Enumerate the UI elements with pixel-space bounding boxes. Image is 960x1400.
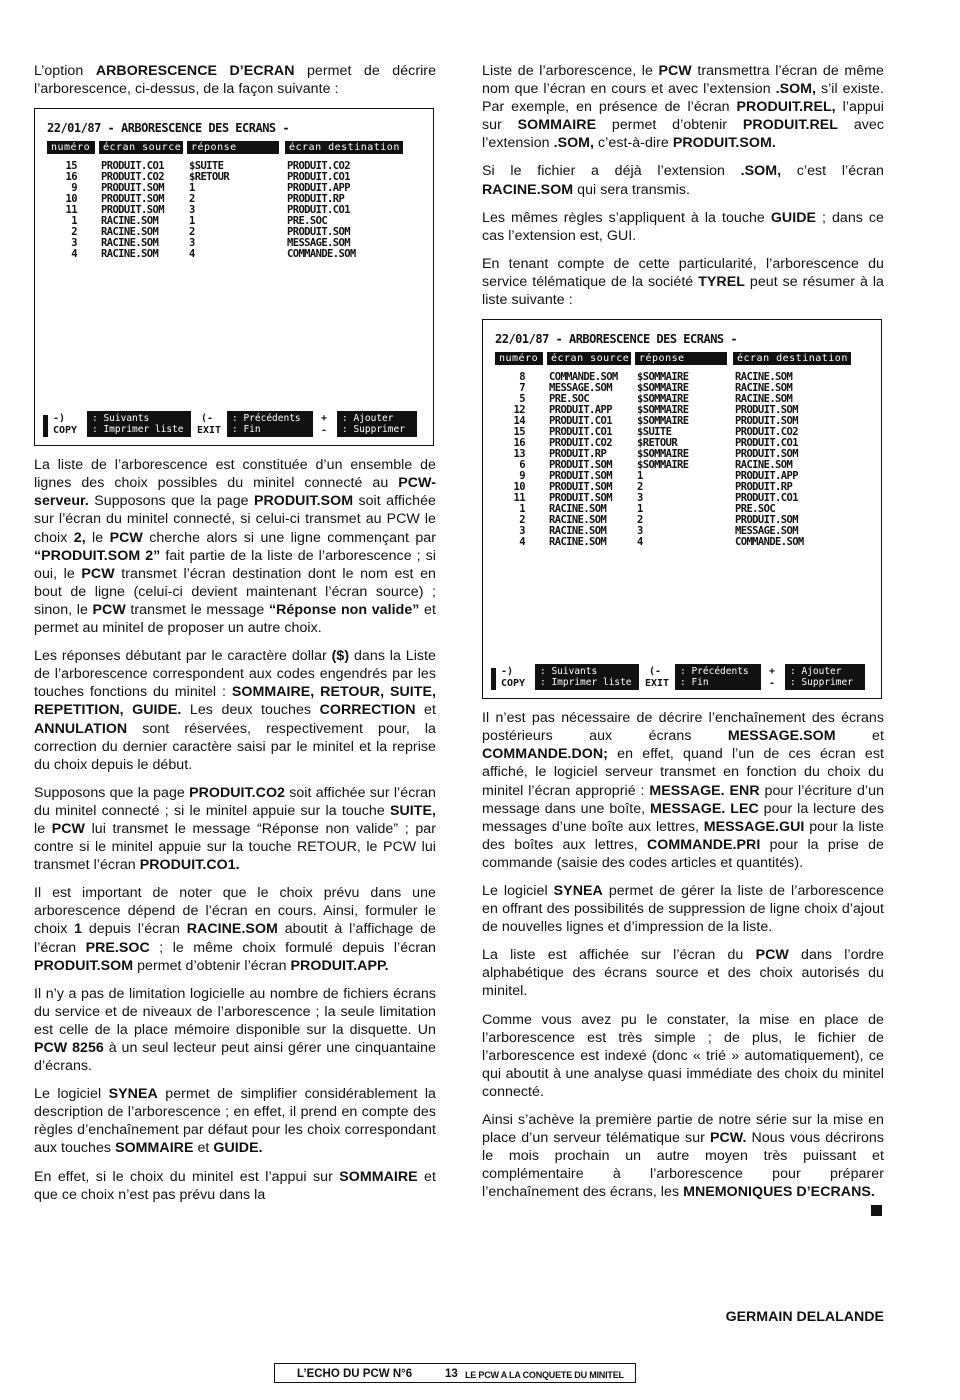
row-response: $SOMMAIRE [637, 393, 689, 406]
bold-term: PRE.SOC [85, 939, 150, 956]
bold-term: COMMANDE.PRI [647, 836, 761, 853]
row-response: $SOMMAIRE [637, 448, 689, 461]
row-number: 14 [513, 415, 525, 428]
bold-term: TYREL [698, 273, 745, 290]
exit-arrow: (- [201, 413, 214, 425]
column-header-bar [495, 352, 869, 366]
row-source-screen: COMMANDE.SOM [549, 371, 618, 384]
row-response: 1 [189, 215, 195, 228]
bold-term: SYNEA [108, 1086, 158, 1103]
row-source-screen: RACINE.SOM [101, 226, 159, 239]
row-response: $SOMMAIRE [637, 382, 689, 395]
minus-key: - [321, 425, 328, 437]
row-response: 1 [637, 470, 643, 483]
screenshot-arborescence-2 [482, 319, 882, 699]
bold-term: “PRODUIT.SOM 2” [34, 547, 161, 564]
row-number: 1 [519, 503, 525, 516]
row-destination-screen: RACINE.SOM [735, 371, 793, 384]
exit-label: EXIT [197, 425, 222, 437]
row-source-screen: PRODUIT.CO1 [549, 415, 612, 428]
page-footer [274, 1363, 636, 1383]
bold-term: 2, [73, 529, 86, 546]
bold-term: PRODUIT.SOM [34, 957, 134, 974]
row-source-screen: PRODUIT.CO1 [549, 426, 612, 439]
page-number: 13 [445, 1368, 458, 1380]
header-ecran-source: écran source [99, 141, 183, 154]
paragraph: Il est important de noter que le choix prévu dans une arborescence dépend de l’écran en cours. Ainsi, formuler le choix 1 depuis l’écran RACINE.SOM aboutit à l’affichage de l’écran PRE.SOC ; le même choix formulé depuis l’écran PRODUIT.SOM permet d’obtenir l’écran PRODUIT.APP. [34, 885, 436, 974]
plus-key: + [769, 666, 776, 678]
end-mark-icon [871, 1205, 882, 1216]
bold-term: MNEMONIQUES D’ECRANS. [683, 1184, 875, 1201]
row-number: 9 [519, 470, 525, 483]
row-number: 16 [65, 171, 77, 184]
row-source-screen: PRODUIT.CO1 [101, 160, 164, 173]
row-source-screen: RACINE.SOM [549, 514, 607, 527]
row-number: 12 [513, 404, 525, 417]
row-response: 1 [189, 182, 195, 195]
row-source-screen: RACINE.SOM [101, 215, 159, 228]
function-key-bar [41, 411, 427, 439]
row-number: 4 [71, 248, 77, 261]
row-destination-screen: PRODUIT.APP [735, 470, 798, 483]
table-row [47, 249, 421, 260]
row-number: 6 [519, 459, 525, 472]
row-destination-screen: PRODUIT.CO2 [735, 426, 798, 439]
row-destination-screen: RACINE.SOM [735, 382, 793, 395]
row-response: 4 [637, 536, 643, 549]
row-number: 3 [71, 237, 77, 250]
row-number: 5 [519, 393, 525, 406]
header-numero: numéro [47, 141, 95, 154]
bold-term: SOMMAIRE [517, 117, 597, 134]
row-source-screen: RACINE.SOM [549, 525, 607, 538]
paragraph: Liste de l’arborescence, le PCW transmettra l’écran de même nom que l’écran en cours et avec l’extension .SOM, s’il existe. Par exemple, en présence de l’écran PRODUIT.REL, l’appui sur SOMMAIRE permet d’obtenir PRODUIT.REL avec l’extension .SOM, c’est-à-dire PRODUIT.SOM. [482, 63, 884, 152]
paragraph: Les mêmes règles s’appliquent à la touche GUIDE ; dans ce cas l’extension est, GUI. [482, 209, 884, 244]
row-source-screen: RACINE.SOM [101, 248, 159, 261]
paragraph: La liste de l’arborescence est constituée d’un ensemble de lignes des choix possibles du minitel connecté au PCW-serveur. Supposons que la page PRODUIT.SOM soit affichée sur l’écran du minitel connecté, si celui-ci transmet au PCW le choix 2, le PCW cherche alors si une ligne commençant par “PRODUIT.SOM 2” fait partie de la liste de l’arborescence ; si oui, le PCW transmet l’écran destination dont le nom est en bout de ligne (celui-ci devient maintenant l’écran source) ; sinon, le PCW transmet le message “Réponse non valide” et permet au minitel de proposer un autre choix. [34, 457, 437, 637]
row-destination-screen: COMMANDE.SOM [735, 536, 804, 549]
paragraph: La liste est affichée sur l’écran du PCW dans l’ordre alphabétique des écrans source et des choix autorisés du minitel. [482, 947, 884, 1000]
bold-term: COMMANDE.DON; [482, 746, 608, 763]
row-source-screen: PRODUIT.APP [549, 404, 612, 417]
bold-term: PCW [658, 63, 692, 79]
author-signature: GERMAIN DELALANDE [725, 1309, 884, 1325]
bold-term: ARBORESCENCE D’ECRAN [95, 63, 295, 79]
header-reponse: réponse [635, 352, 727, 365]
row-response: 4 [189, 248, 195, 261]
row-destination-screen: PRODUIT.SOM [735, 448, 798, 461]
row-source-screen: RACINE.SOM [549, 503, 607, 516]
row-source-screen: PRODUIT.SOM [101, 204, 164, 217]
paragraph: Il n’est pas nécessaire de décrire l’enchaînement des écrans postérieurs aux écrans MESSAGE.SOM et COMMANDE.DON; en effet, quand l’un de ces écran est affiché, le logiciel serveur transmet en fonction du choix du minitel l’écran approprié : MESSAGE. ENR pour l’écriture d’un message dans une boîte, MESSAGE. LEC pour la lecture des messages d’une boîte aux lettres, MESSAGE.GUI pour la liste des boîtes aux lettres, COMMANDE.PRI pour la prise de commande (saisie des codes articles et quantités). [482, 710, 885, 871]
header-reponse: réponse [187, 141, 279, 154]
bold-term: SOMMAIRE [339, 1168, 418, 1185]
bold-term: PCW [81, 565, 115, 582]
row-source-screen: PRODUIT.SOM [549, 459, 612, 472]
row-source-screen: PRODUIT.SOM [549, 470, 612, 483]
bold-term: MESSAGE. ENR [649, 782, 760, 799]
bold-term: GUIDE [770, 209, 817, 226]
row-destination-screen: COMMANDE.SOM [287, 248, 356, 261]
row-response: $SOMMAIRE [637, 404, 689, 417]
row-destination-screen: PRODUIT.SOM [287, 226, 350, 239]
minus-key: - [769, 678, 776, 690]
bold-term: SUITE, [389, 802, 436, 819]
row-destination-screen: PRODUIT.SOM [735, 415, 798, 428]
row-response: 2 [637, 481, 643, 494]
section-title: LE PCW A LA CONQUETE DU MINITEL [465, 1370, 624, 1380]
row-number: 11 [65, 204, 77, 217]
paragraph: L’option ARBORESCENCE D’ECRAN permet de décrire l’arborescence, ci-dessus, de la façon suivante : [34, 63, 437, 98]
row-number: 13 [513, 448, 525, 461]
bold-term: SOMMAIRE [115, 1140, 194, 1157]
cursor-block [491, 668, 496, 690]
row-number: 10 [513, 481, 525, 494]
row-source-screen: PRODUIT.SOM [549, 481, 612, 494]
row-destination-screen: PRODUIT.CO1 [735, 437, 798, 450]
paragraph-final: Ainsi s’achève la première partie de notre série sur la mise en place d’un serveur télématique sur PCW. Nous vous décrirons le mois prochain un autre moyen très puissant et complémentaire à l’arborescence pour préparer l’enchaînement des écrans, les MNEMONIQUES D’ECRANS. [482, 1111, 884, 1201]
row-list [495, 372, 869, 548]
row-destination-screen: PRODUIT.SOM [735, 514, 798, 527]
row-destination-screen: MESSAGE.SOM [287, 237, 350, 250]
bold-term: ($) [331, 648, 350, 665]
row-number: 4 [519, 536, 525, 549]
magazine-name: L’ECHO DU PCW N°6 [297, 1368, 413, 1380]
precedents-box: : Précédents : Fin [675, 664, 761, 690]
row-destination-screen: PRODUIT.CO1 [287, 204, 350, 217]
cursor-block [43, 415, 48, 437]
bold-term: .SOM, [775, 81, 817, 98]
row-source-screen: PRODUIT.CO2 [101, 171, 164, 184]
exit-arrow: (- [649, 666, 662, 678]
row-destination-screen: PRODUIT.SOM [735, 404, 798, 417]
bold-term: PRODUIT.CO2 [189, 784, 285, 801]
ajouter-box: : Ajouter : Supprimer [785, 664, 865, 690]
paragraph: Le logiciel SYNEA permet de simplifier considérablement la description de l’arborescence ; en effet, il prend en compte des règles d’enchaînement par défaut pour les choix correspondant aux touches SOMMAIRE et GUIDE. [34, 1086, 437, 1157]
bold-term: PRODUIT.CO1. [139, 857, 240, 874]
screen-title: 22/01/87 - ARBORESCENCE DES ECRANS - [495, 332, 738, 347]
table-row [495, 537, 869, 548]
row-destination-screen: PRE.SOC [735, 503, 776, 516]
bold-term: .SOM, [740, 163, 782, 180]
row-number: 2 [71, 226, 77, 239]
copy-arrow: -) [53, 413, 66, 425]
row-destination-screen: PRODUIT.RP [735, 481, 793, 494]
row-number: 10 [65, 193, 77, 206]
row-source-screen: PRODUIT.CO2 [549, 437, 612, 450]
bold-term: PRODUIT.REL [742, 117, 839, 134]
copy-label: COPY [53, 425, 78, 437]
row-destination-screen: MESSAGE.SOM [735, 525, 798, 538]
row-number: 2 [519, 514, 525, 527]
header-ecran-destination: écran destination [285, 141, 403, 154]
row-number: 15 [513, 426, 525, 439]
bold-term: PCW [51, 820, 85, 837]
row-response: $SOMMAIRE [637, 415, 689, 428]
row-destination-screen: RACINE.SOM [735, 459, 793, 472]
column-header-bar [47, 141, 421, 155]
bold-term: GUIDE. [213, 1140, 263, 1157]
plus-key: + [321, 413, 328, 425]
bold-term: RACINE.SOM [186, 921, 278, 938]
suivants-box: : Suivants : Imprimer liste [535, 664, 639, 690]
bold-term: PCW-serveur. [34, 475, 436, 510]
bold-term: PCW [109, 529, 143, 546]
row-response: 2 [637, 514, 643, 527]
header-numero: numéro [495, 352, 543, 365]
function-key-bar [489, 664, 875, 692]
row-source-screen: RACINE.SOM [549, 536, 607, 549]
row-response: $SUITE [189, 160, 224, 173]
row-source-screen: PRODUIT.SOM [101, 182, 164, 195]
bold-term: .SOM, [553, 135, 595, 152]
row-number: 16 [513, 437, 525, 450]
row-number: 1 [71, 215, 77, 228]
bold-term: SYNEA [553, 882, 603, 899]
bold-term: PRODUIT.SOM. [672, 135, 776, 152]
paragraph: Il n’y a pas de limitation logicielle au nombre de fichiers écrans du service et de niveaux de l’arborescence ; la seule limitation est celle de la place mémoire disponible sur la disquette. Un PCW 8256 à un seul lecteur peut ainsi gérer une cinquantaine d’écrans. [34, 985, 436, 1075]
row-number: 3 [519, 525, 525, 538]
bold-term: MESSAGE.GUI [703, 818, 805, 835]
row-number: 8 [519, 371, 525, 384]
row-destination-screen: PRODUIT.CO1 [287, 171, 350, 184]
paragraph: En tenant compte de cette particularité, l’arborescence du service télématique de la société TYREL peut se résumer à la liste suivante : [482, 255, 884, 309]
bold-term: CORRECTION [319, 702, 416, 719]
copy-label: COPY [501, 678, 526, 690]
bold-term: PCW [92, 601, 126, 618]
row-source-screen: PRODUIT.SOM [101, 193, 164, 206]
paragraph: Le logiciel SYNEA permet de gérer la liste de l’arborescence en offrant des possibilités de suppression de ligne choix d’ajout de nouvelles lignes et d’impression de la liste. [482, 882, 885, 936]
header-ecran-source: écran source [547, 352, 631, 365]
bold-term: PCW. [710, 1130, 747, 1147]
row-source-screen: PRE.SOC [549, 393, 590, 406]
row-response: $SOMMAIRE [637, 371, 689, 384]
bold-term: MESSAGE. LEC [650, 800, 759, 817]
bold-term: MESSAGE.SOM [727, 728, 836, 745]
left-column [34, 62, 436, 1214]
row-response: 3 [189, 204, 195, 217]
row-response: 3 [637, 525, 643, 538]
screen-title: 22/01/87 - ARBORESCENCE DES ECRANS - [47, 121, 290, 136]
bold-term: PRODUIT.REL, [736, 99, 836, 116]
row-response: 1 [637, 503, 643, 516]
row-response: 2 [189, 193, 195, 206]
screenshot-arborescence-1 [34, 108, 434, 446]
row-response: $RETOUR [637, 437, 678, 450]
precedents-box: : Précédents : Fin [227, 411, 313, 437]
row-response: 3 [637, 492, 643, 505]
header-ecran-destination: écran destination [733, 352, 851, 365]
row-response: 3 [189, 237, 195, 250]
bold-term: RACINE.SOM [482, 181, 574, 198]
ajouter-box: : Ajouter : Supprimer [337, 411, 417, 437]
suivants-box: : Suivants : Imprimer liste [87, 411, 191, 437]
paragraph: En effet, si le choix du minitel est l’appui sur SOMMAIRE et que ce choix n’est pas prévu dans la [34, 1168, 436, 1203]
row-number: 15 [65, 160, 77, 173]
row-destination-screen: PRODUIT.CO1 [735, 492, 798, 505]
copy-arrow: -) [501, 666, 514, 678]
row-response: $SUITE [637, 426, 672, 439]
bold-term: PCW [755, 947, 789, 964]
bold-term: PRODUIT.SOM [253, 493, 354, 510]
paragraph: Si le fichier a déjà l’extension .SOM, c’est l’écran RACINE.SOM qui sera transmis. [482, 163, 884, 198]
bold-term: ANNULATION [34, 720, 128, 737]
bold-term: PRODUIT.APP. [290, 957, 389, 974]
row-list [47, 161, 421, 260]
row-source-screen: MESSAGE.SOM [549, 382, 612, 395]
row-source-screen: PRODUIT.RP [549, 448, 607, 461]
right-column [482, 62, 884, 1216]
bold-term: PCW 8256 [34, 1040, 104, 1056]
paragraph: Les réponses débutant par le caractère dollar ($) dans la Liste de l’arborescence correspondent aux codes engendrés par les touches fonctions du minitel : SOMMAIRE, RETOUR, SUITE, REPETITION, GUIDE. Les deux touches CORRECTION et ANNULATION sont réservées, respectivement pour, la correction du dernier caractère saisi par le minitel et la reprise du choix depuis le début. [34, 648, 436, 773]
exit-label: EXIT [645, 678, 670, 690]
row-destination-screen: PRE.SOC [287, 215, 328, 228]
row-response: 2 [189, 226, 195, 239]
row-response: $SOMMAIRE [637, 459, 689, 472]
row-source-screen: PRODUIT.SOM [549, 492, 612, 505]
bold-term: “Réponse non valide” [268, 601, 420, 618]
paragraph: Comme vous avez pu le constater, la mise en place de l’arborescence est très simple ; de plus, le fichier de l’arborescence est indexé (donc « trié » automatiquement), ce qui aboutit à une analyse quasi immédiate des choix du minitel connecté. [482, 1011, 884, 1100]
row-number: 11 [513, 492, 525, 505]
row-number: 7 [519, 382, 525, 395]
row-source-screen: RACINE.SOM [101, 237, 159, 250]
bold-term: SOMMAIRE, RETOUR, SUITE, REPETITION, GUIDE. [34, 684, 436, 719]
paragraph: Supposons que la page PRODUIT.CO2 soit affichée sur l’écran du minitel connecté ; si le minitel appuie sur la touche SUITE, le PCW lui transmet le message “Réponse non valide” ; par contre si le minitel appuie sur la touche RETOUR, le PCW lui transmet l’écran PRODUIT.CO1. [34, 784, 436, 874]
bold-term: 1 [74, 921, 83, 938]
row-destination-screen: PRODUIT.RP [287, 193, 345, 206]
row-response: $RETOUR [189, 171, 230, 184]
row-destination-screen: PRODUIT.CO2 [287, 160, 350, 173]
row-destination-screen: PRODUIT.APP [287, 182, 350, 195]
row-destination-screen: RACINE.SOM [735, 393, 793, 406]
row-number: 9 [71, 182, 77, 195]
